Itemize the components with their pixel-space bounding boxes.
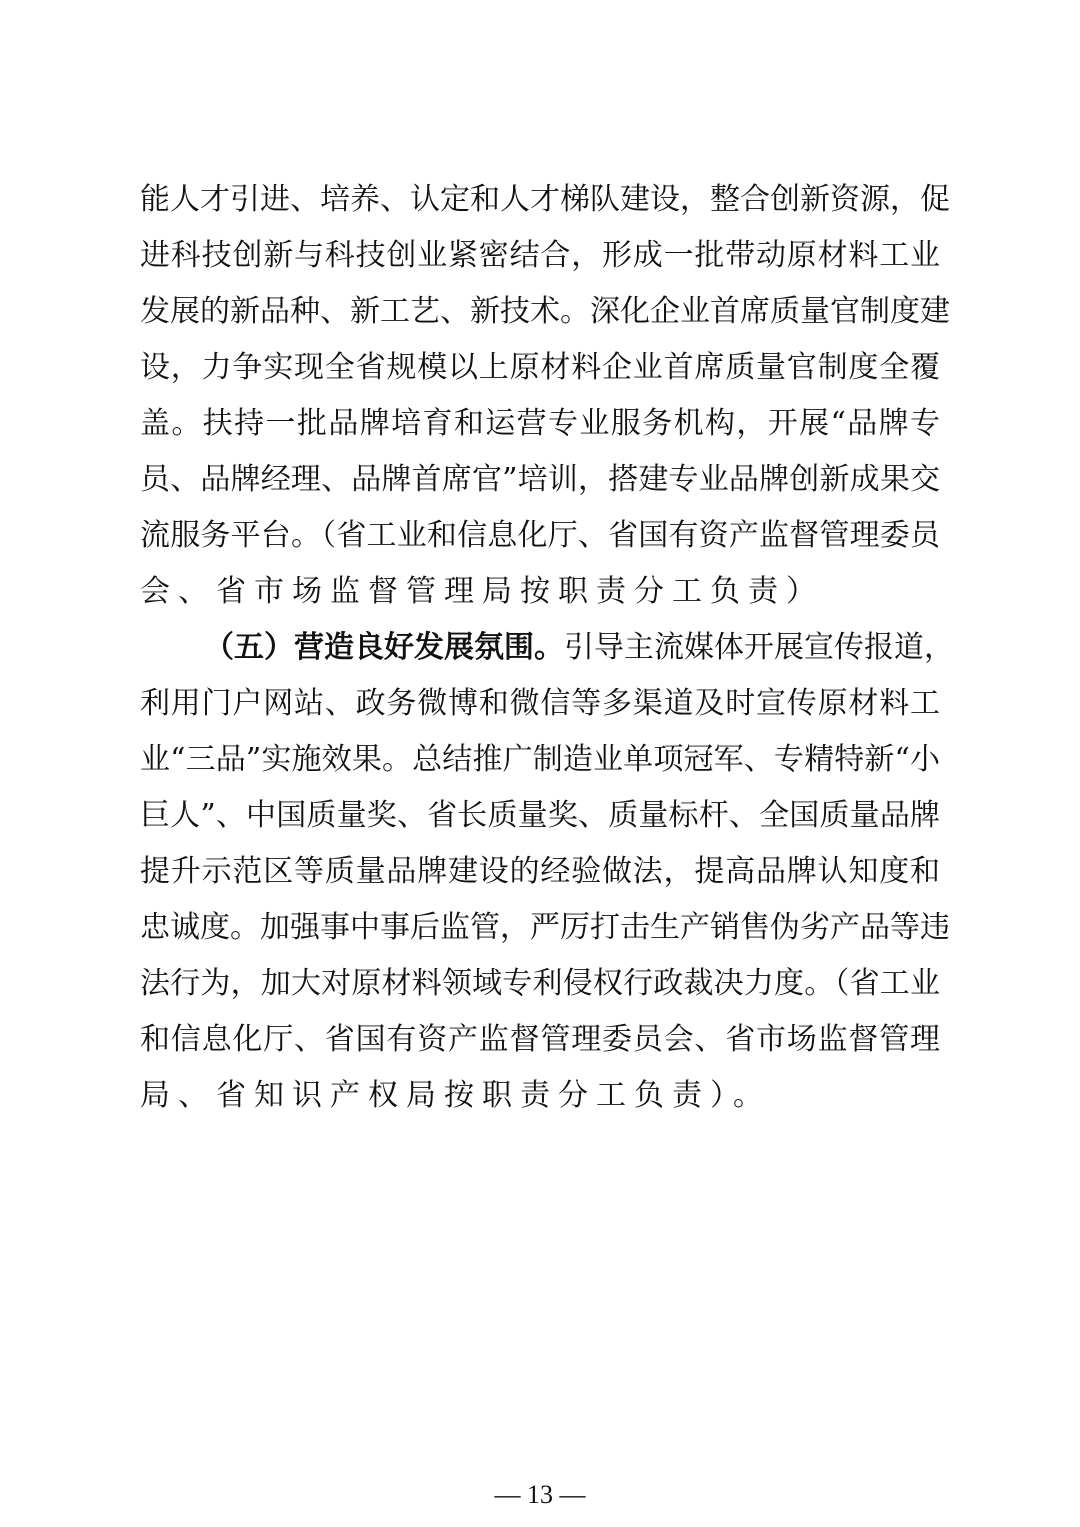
text-line: 巨人”、中国质量奖、省长质量奖、质量标杆、全国质量品牌 — [140, 798, 940, 833]
text-line: 能人才引进、培养、认定和人才梯队建设，整合创新资源，促 — [140, 182, 950, 217]
section-first-line — [140, 620, 954, 676]
text-line: 局、省知识产权局按职责分工负责）。 — [140, 1078, 771, 1113]
text-line: 设，力争实现全省规模以上原材料企业首席质量官制度全覆 — [140, 350, 940, 385]
text-line: 业“三品”实施效果。总结推广制造业单项冠军、专精特新“小 — [140, 742, 940, 777]
text-line: 提升示范区等质量品牌建设的经验做法，提高品牌认知度和 — [140, 854, 940, 889]
text-line: 盖。扶持一批品牌培育和运营专业服务机构，开展“品牌专 — [140, 406, 940, 441]
text-line: 进科技创新与科技创业紧密结合，形成一批带动原材料工业 — [140, 238, 940, 273]
text-line: 和信息化厅、省国有资产监督管理委员会、省市场监督管理 — [140, 1022, 940, 1057]
text-line: 法行为，加大对原材料领域专利侵权行政裁决力度。（省工业 — [140, 966, 940, 1001]
text-line: 忠诚度。加强事中事后监管，严厉打击生产销售伪劣产品等违 — [140, 910, 950, 945]
section-heading-rest: 引导主流媒体开展宣传报道， — [564, 630, 954, 665]
text-line: 利用门户网站、政务微博和微信等多渠道及时宣传原材料工 — [140, 686, 940, 721]
text-line: 发展的新品种、新工艺、新技术。深化企业首席质量官制度建 — [140, 294, 950, 329]
text-line: 流服务平台。（省工业和信息化厅、省国有资产监督管理委员 — [140, 518, 940, 553]
section-heading: （五）营造良好发展氛围。 — [204, 630, 564, 665]
text-line: 会、省市场监督管理局按职责分工负责） — [140, 574, 824, 609]
page-number: — 13 — — [494, 1480, 586, 1509]
text-line: 员、品牌经理、品牌首席官”培训，搭建专业品牌创新成果交 — [140, 462, 940, 497]
body-text — [140, 172, 954, 1124]
